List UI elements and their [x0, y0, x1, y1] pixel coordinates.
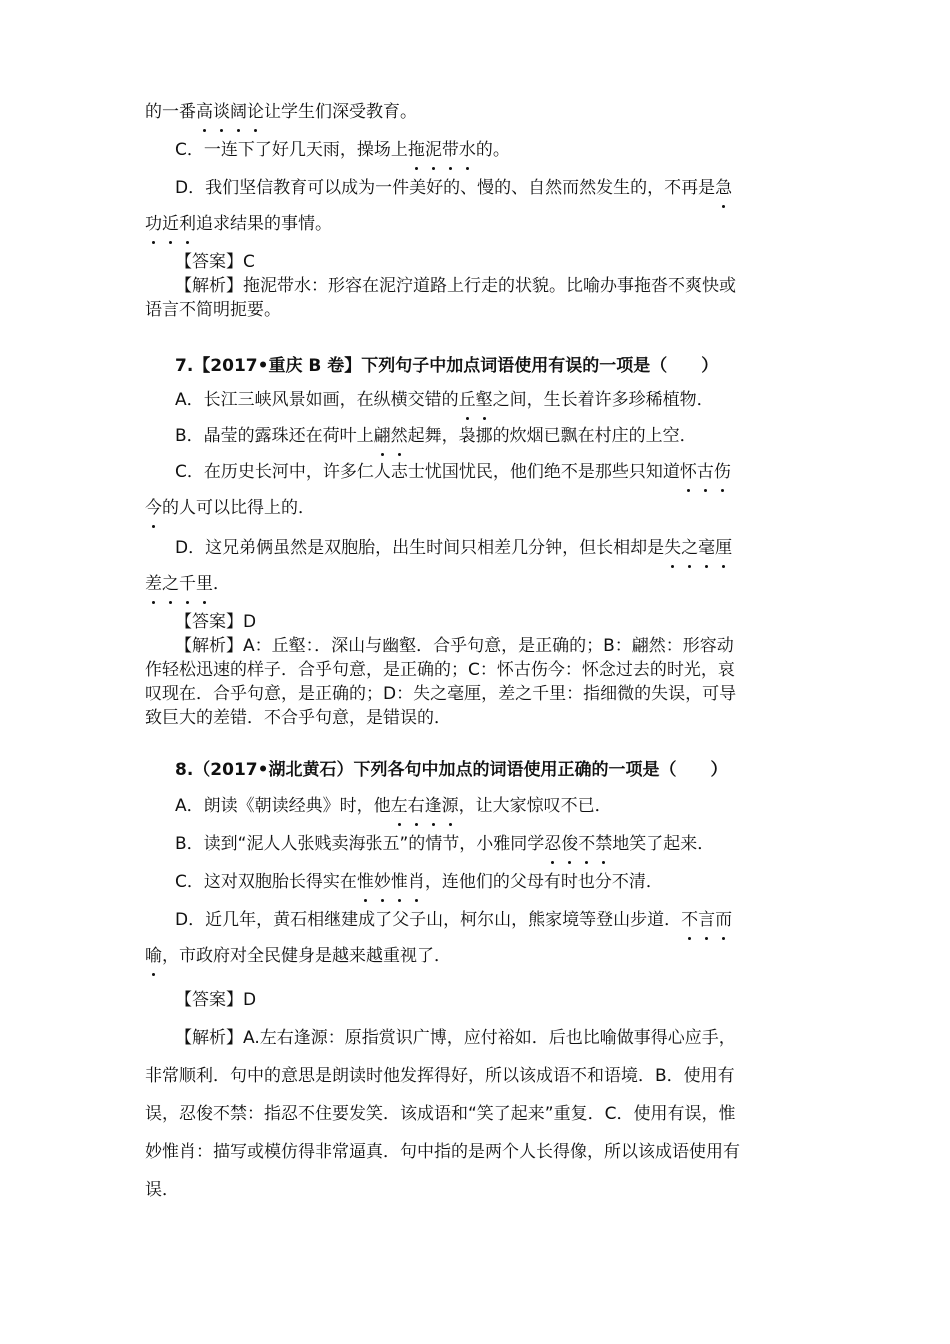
- q7-option-b: B．晶莹的露珠还在荷叶上翩然起舞，袅挪的炊烟已飘在村庄的上空．: [175, 426, 697, 446]
- q7-answer: 【答案】D: [175, 612, 257, 632]
- q6-option-d: D．我们坚信教育可以成为一件美好的、慢的、自然而然发生的，不再是急: [175, 178, 733, 198]
- q6-analysis: 【解析】拖泥带水：形容在泥泞道路上行走的状貌。比喻办事拖沓不爽快或: [175, 276, 736, 296]
- dotted-term: 不言而: [681, 910, 733, 930]
- dotted-term: 拖泥带水: [407, 140, 476, 160]
- q6-option-b-tail: 的一番高谈阔论让学生们深受教育。: [145, 102, 417, 122]
- dotted-term: 怀古伤: [679, 462, 731, 482]
- q7-title: 7.【2017•重庆 B 卷】下列句子中加点词语使用有误的一项是（ ）: [175, 356, 719, 376]
- dotted-term: 丘壑: [458, 390, 493, 410]
- dotted-term: 高谈阔论: [196, 102, 264, 122]
- dotted-term: 翩然: [373, 426, 408, 446]
- q8-analysis-cont: 妙惟肖：描写或模仿得非常逼真．句中指的是两个人长得像，所以该成语使用有: [145, 1142, 740, 1162]
- q7-option-c-cont: 今的人可以比得上的．: [145, 498, 315, 518]
- q7-option-a: A．长江三峡风景如画，在纵横交错的丘壑之间，生长着许多珍稀植物．: [175, 390, 714, 410]
- q8-option-b: B．读到“泥人人张贱卖海张五”的情节，小雅同学忍俊不禁地笑了起来．: [175, 834, 715, 854]
- dotted-term: 喻: [145, 946, 162, 966]
- q8-analysis-cont: 非常顺利．句中的意思是朗读时他发挥得好，所以该成语不和语境．B．使用有: [145, 1066, 735, 1086]
- q8-option-d-cont: 喻，市政府对全民健身是越来越重视了．: [145, 946, 451, 966]
- q7-analysis-cont: 作轻松迅速的样子．合乎句意，是正确的；C：怀古伤今：怀念过去的时光，哀: [145, 660, 735, 680]
- dotted-term: 差之千里: [145, 574, 213, 594]
- q8-title: 8.（2017•湖北黄石）下列各句中加点的词语使用正确的一项是（ ）: [175, 760, 728, 780]
- q7-analysis: 【解析】A：丘壑：．深山与幽壑．合乎句意，是正确的；B：翩然：形容动: [175, 636, 734, 656]
- q8-analysis: 【解析】A.左右逢源：原指赏识广博，应付裕如．后也比喻做事得心应手，: [175, 1028, 736, 1048]
- dotted-term: 今: [145, 498, 162, 518]
- dotted-term: 忍俊不禁: [544, 834, 613, 854]
- dotted-term: 功近利: [145, 214, 196, 234]
- dotted-term: 左右逢源: [390, 796, 459, 816]
- q7-analysis-cont: 致巨大的差错．不合乎句意，是错误的．: [145, 708, 451, 728]
- q6-analysis-cont: 语言不简明扼要。: [145, 300, 281, 320]
- q8-option-a: A．朗读《朝读经典》时，他左右逢源，让大家惊叹不已．: [175, 796, 612, 816]
- q8-answer: 【答案】D: [175, 990, 257, 1010]
- q6-answer: 【答案】C: [175, 252, 255, 272]
- q8-analysis-cont: 误．: [145, 1180, 179, 1200]
- q8-option-d: D．近几年，黄石相继建成了父子山，柯尔山，熊家境等登山步道．不言而: [175, 910, 733, 930]
- q7-option-d: D．这兄弟俩虽然是双胞胎，出生时间只相差几分钟，但长相却是失之毫厘: [175, 538, 733, 558]
- dotted-term: 惟妙惟肖: [356, 872, 425, 892]
- q6-option-d-cont: 功近利追求结果的事情。: [145, 214, 332, 234]
- q8-analysis-cont: 误，忍俊不禁：指忍不住要发笑．该成语和“笑了起来”重复．C．使用有误，惟: [145, 1104, 736, 1124]
- dotted-term: 急: [715, 178, 733, 198]
- dotted-term: 失之毫厘: [664, 538, 733, 558]
- q7-option-c: C．在历史长河中，许多仁人志士忧国忧民，他们绝不是那些只知道怀古伤: [175, 462, 731, 482]
- q6-option-c: C．一连下了好几天雨，操场上拖泥带水的。: [175, 140, 510, 160]
- q8-option-c: C．这对双胞胎长得实在惟妙惟肖，连他们的父母有时也分不清．: [175, 872, 663, 892]
- q7-option-d-cont: 差之千里．: [145, 574, 230, 594]
- q7-analysis-cont: 叹现在．合乎句意，是正确的；D：失之毫厘，差之千里：指细微的失误，可导: [145, 684, 737, 704]
